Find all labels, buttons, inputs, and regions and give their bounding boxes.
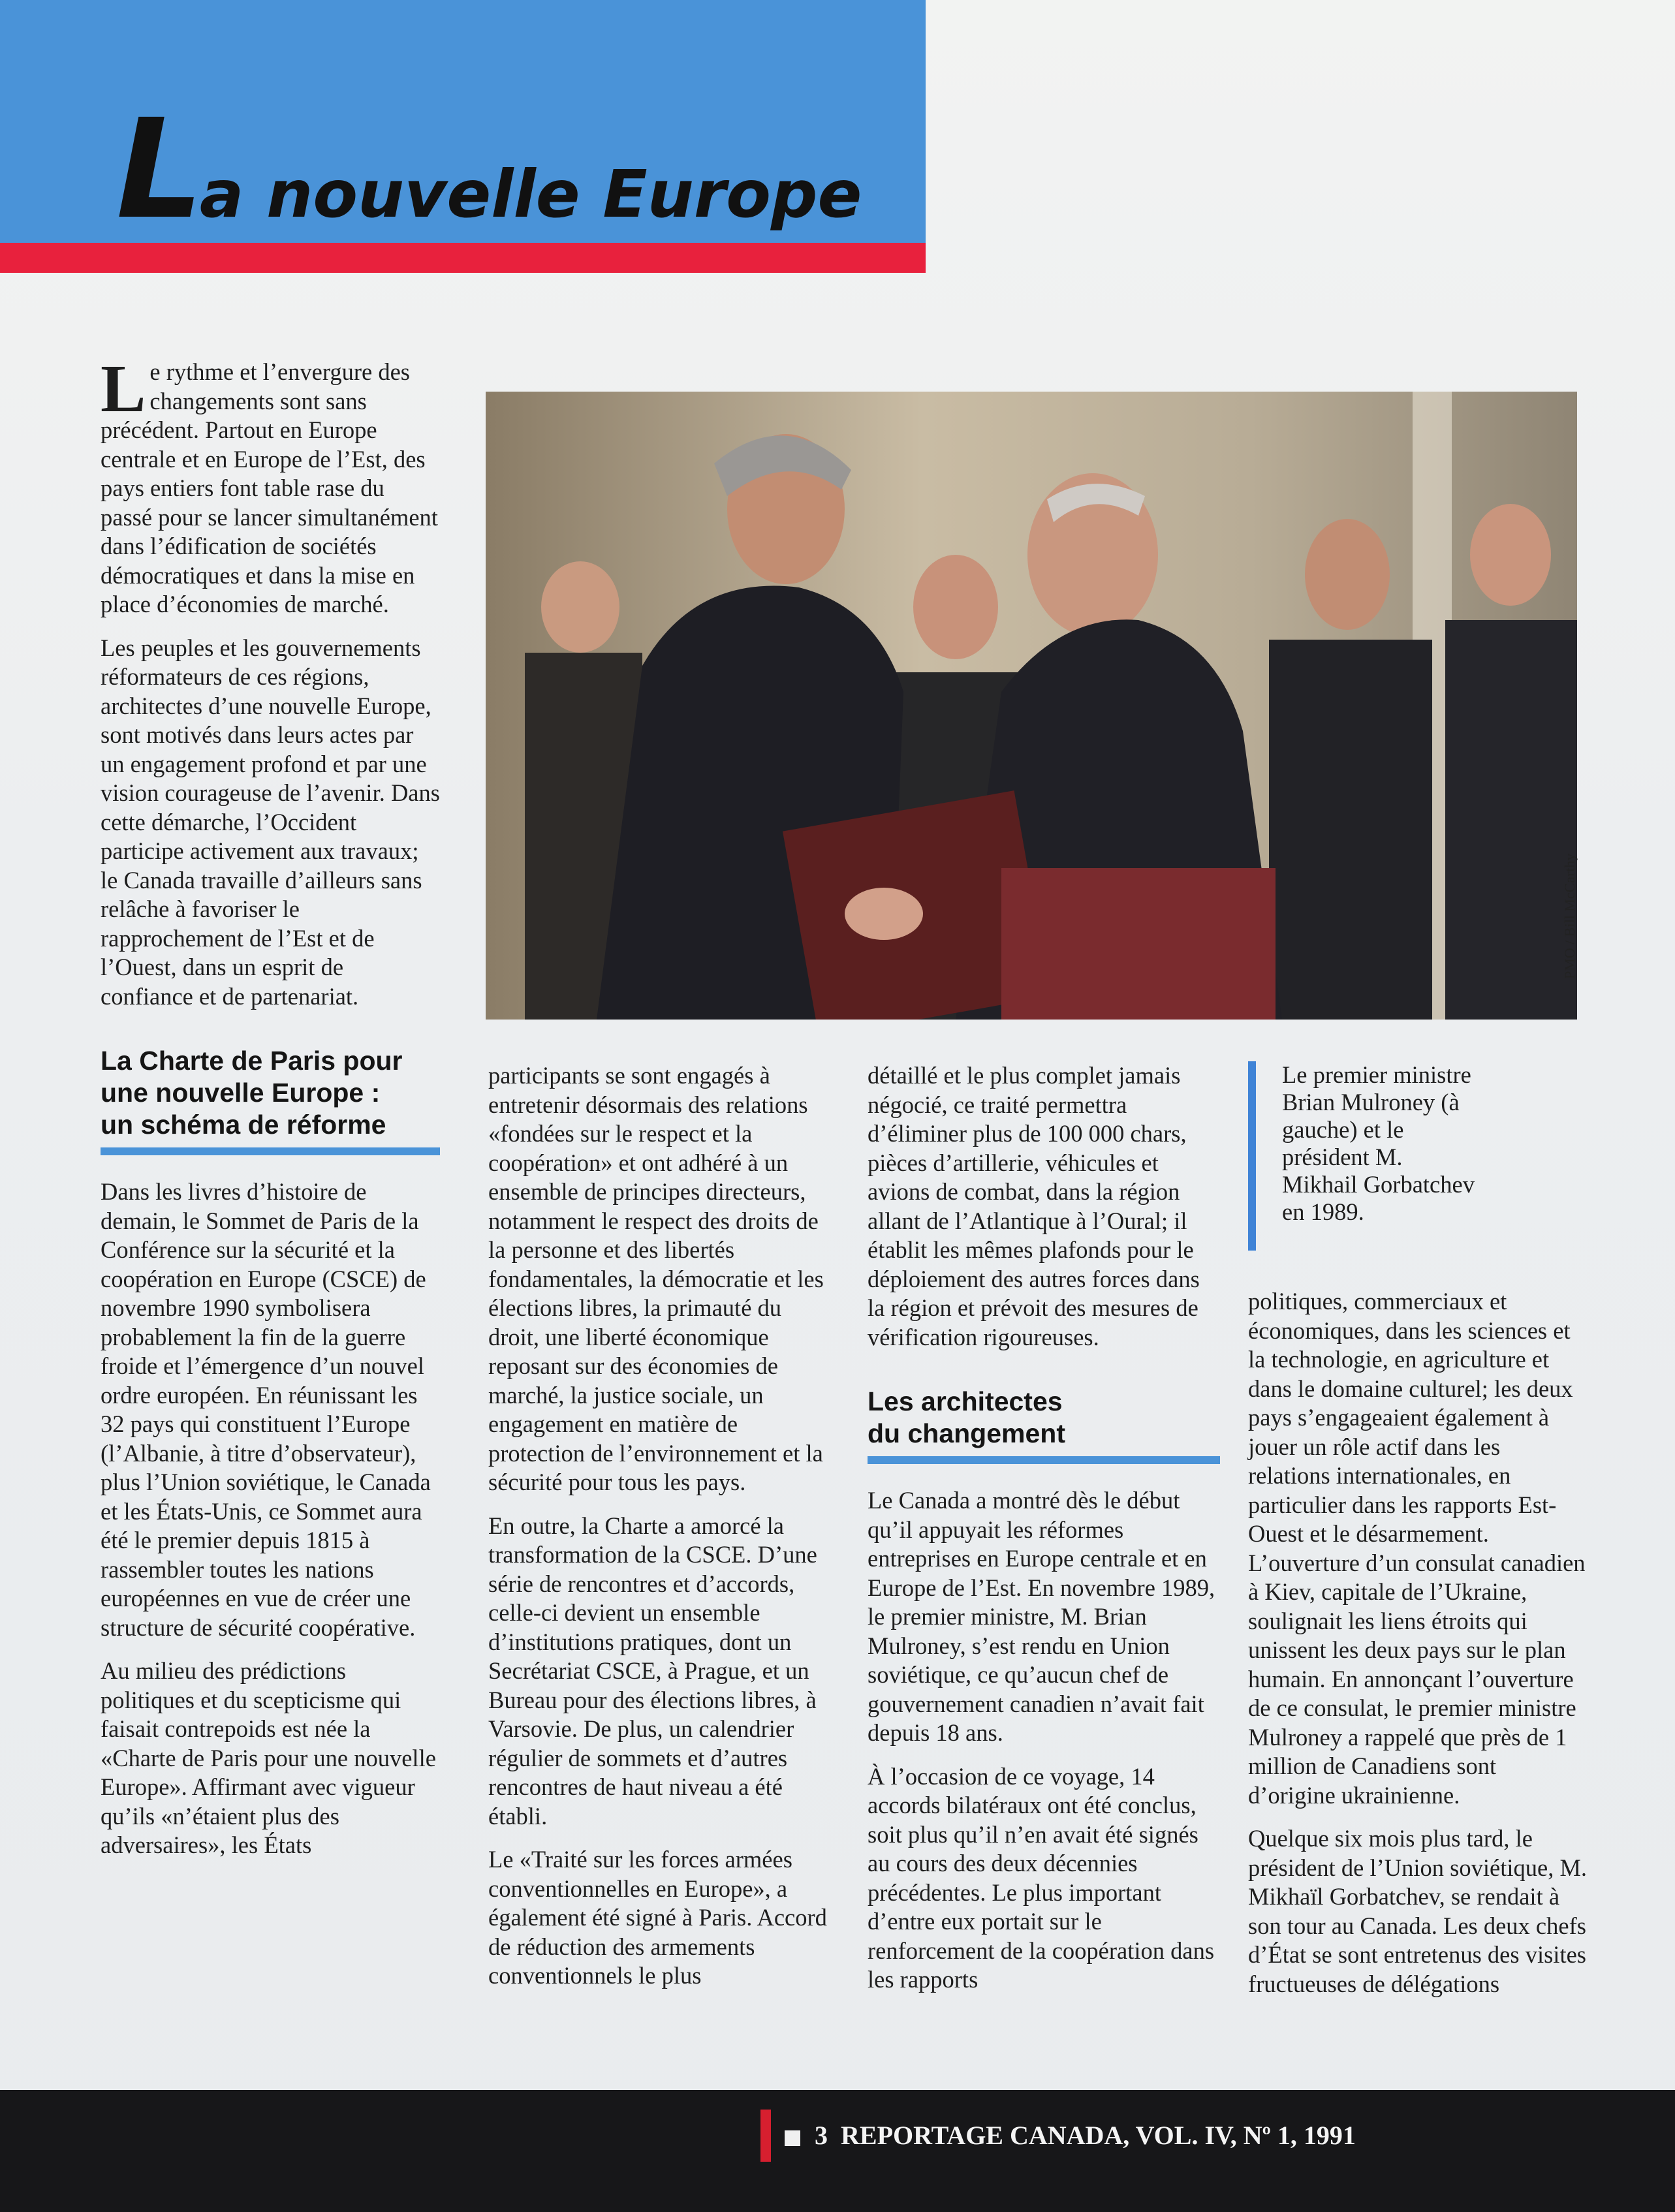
column3-paragraph-2: Le Canada a montré dès le début qu’il appuyait les réformes entreprises en Europe centrale et en Europe de l’Est. En novembre 1989, le premier ministre, M. Brian Mulroney, s’est rendu en Union soviétique, ce qu’aucun chef de gouvernement canadien n’avait fait depuis 18 ans. <box>868 1487 1215 1746</box>
column-2 <box>488 1061 828 2005</box>
page-title <box>116 89 913 249</box>
photo-handshake <box>486 392 1577 1020</box>
column3-paragraph-1: détaillé et le plus complet jamais négocié, ce traité permettra d’éliminer plus de 100 000 chars, pièces d’artillerie, véhicules et avions de combat, dans la région allant de l’Atlantique à l’Oural; il établit les mêmes plafonds pour le déploiement des autres forces dans la région et prévoit des mesures de vérification rigoureuses. <box>868 1062 1200 1350</box>
publication-name: REPORTAGE CANADA, VOL. IV, Nº 1, 1991 <box>841 2121 1356 2150</box>
footer-publication <box>785 2116 1437 2155</box>
section-heading-charte <box>101 1045 440 1141</box>
column2-paragraph-3: Le «Traité sur les forces armées conventionnelles en Europe», a également été signé à Paris. Accord de réduction des armements conventionnels le plus <box>488 1846 827 1989</box>
section-heading-line: un schéma de réforme <box>101 1110 386 1140</box>
page-number: 3 <box>815 2121 828 2150</box>
column4-paragraph-2: Quelque six mois plus tard, le président de l’Union soviétique, M. Mikhaïl Gorbatchev, se rendait à son tour au Canada. Les deux chefs d’État se sont entretenus des visites fructueuses de délégations <box>1248 1825 1588 1997</box>
section-heading-line: du changement <box>868 1418 1065 1448</box>
intro-paragraph-1-text: e rythme et l’envergure des changements sont sans précédent. Partout en Europe centrale et en Europe de l’Est, des pays entiers font table rase du passé pour se lancer simultanément dans l’édification de sociétés démocratiques et dans la mise en place d’économies de marché. <box>101 358 438 617</box>
section-heading-line: Les architectes <box>868 1386 1063 1416</box>
column-1 <box>101 351 440 1875</box>
heading-rule <box>101 1147 440 1155</box>
section-heading-architectes <box>868 1386 1220 1450</box>
column-3 <box>868 1061 1220 2009</box>
section1-paragraph-1: Dans les livres d’histoire de demain, le Sommet de Paris de la Conférence sur la sécurité et la coopération en Europe (CSCE) de novembre 1990 symbolisera probablement la fin de la guerre froide et l’émergence d’un nouvel ordre européen. En réunissant les 32 pays qui constituent l’Europe (l’Albanie, à titre d’observateur), plus l’Union soviétique, le Canada et les États-Unis, ce Sommet aura été le premier depuis 1815 à rassembler toutes les nations européennes en vue de créer une structure de sécurité coopérative. <box>101 1178 431 1641</box>
title-rest: a nouvelle Europe <box>199 156 862 232</box>
footer-square-icon <box>785 2130 800 2146</box>
column4-paragraph-1: politiques, commerciaux et économiques, dans les sciences et la technologie, en agriculture et dans le domaine culturel; les deux pays s’engageaient également à jouer un rôle actif dans les relations internationales, en particulier dans les rapports Est-Ouest et le désarmement. L’ouverture d’un consulat canadien à Kiev, capitale de l’Ukraine, soulignait les liens étroits qui unissent les deux pays sur le plan humain. En annonçant l’ouverture de ce consulat, le premier ministre Mulroney a rappelé que près de 1 million de Canadiens sont d’origine ukrainienne. <box>1248 1288 1586 1809</box>
photo-illustration <box>486 392 1577 1020</box>
drop-cap: L <box>101 351 146 426</box>
intro-paragraph-1 <box>101 351 440 619</box>
photo-credit: PMO / Bill McCarthy <box>1561 853 1578 979</box>
column2-paragraph-2: En outre, la Charte a amorcé la transformation de la CSCE. D’une série de rencontres et d’accords, celle-ci devient un ensemble d’institutions pratiques, dont un Secrétariat CSCE, à Prague, et un Bureau pour des élections libres, à Varsovie. De plus, un calendrier régulier de sommets et d’autres rencontres de haut niveau a été établi. <box>488 1512 817 1830</box>
footer-red-mark <box>760 2110 771 2162</box>
column3-paragraph-3: À l’occasion de ce voyage, 14 accords bilatéraux ont été conclus, soit plus qu’il n’en avait été signés au cours des deux décennies précédentes. Le plus important d’entre eux portait sur le renforcement de la coopération dans les rapports <box>868 1762 1215 1993</box>
heading-rule <box>868 1456 1220 1464</box>
section-heading-line: une nouvelle Europe : <box>101 1078 381 1108</box>
column2-paragraph-1: participants se sont engagés à entretenir désormais des relations «fondées sur le respect et la coopération» et ont adhéré à un ensemble de principes directeurs, notamment le respect des droits de la personne et des libertés fondamentales, la démocratie et les élections libres, la primauté du droit, une liberté économique reposant sur des économies de marché, la justice sociale, un engagement en matière de protection de l’environnement et la sécurité pour tous les pays. <box>488 1062 824 1495</box>
section-heading-line: La Charte de Paris pour <box>101 1046 403 1076</box>
photo-caption <box>1248 1061 1483 1251</box>
caption-text: Le premier ministre Brian Mulroney (à gauche) et le président M. Mikhail Gorbatchev en 1989. <box>1282 1061 1475 1225</box>
intro-paragraph-2: Les peuples et les gouvernements réformateurs de ces régions, architectes d’une nouvelle Europe, sont motivés dans leurs actes par un engagement profond et par une vision courageuse de l’avenir. Dans cette démarche, l’Occident participe activement aux travaux; le Canada travaille d’ailleurs sans relâche à favoriser le rapprochement de l’Est et de l’Ouest, dans un esprit de confiance et de partenariat. <box>101 634 440 1010</box>
section1-paragraph-2: Au milieu des prédictions politiques et du scepticisme qui faisait contrepoids est née la «Charte de Paris pour une nouvelle Europe». Affirmant avec vigueur qu’ils «n’étaient plus des adversaires», les États <box>101 1657 436 1858</box>
title-initial: L <box>116 89 200 249</box>
column-4 <box>1248 1287 1588 2013</box>
